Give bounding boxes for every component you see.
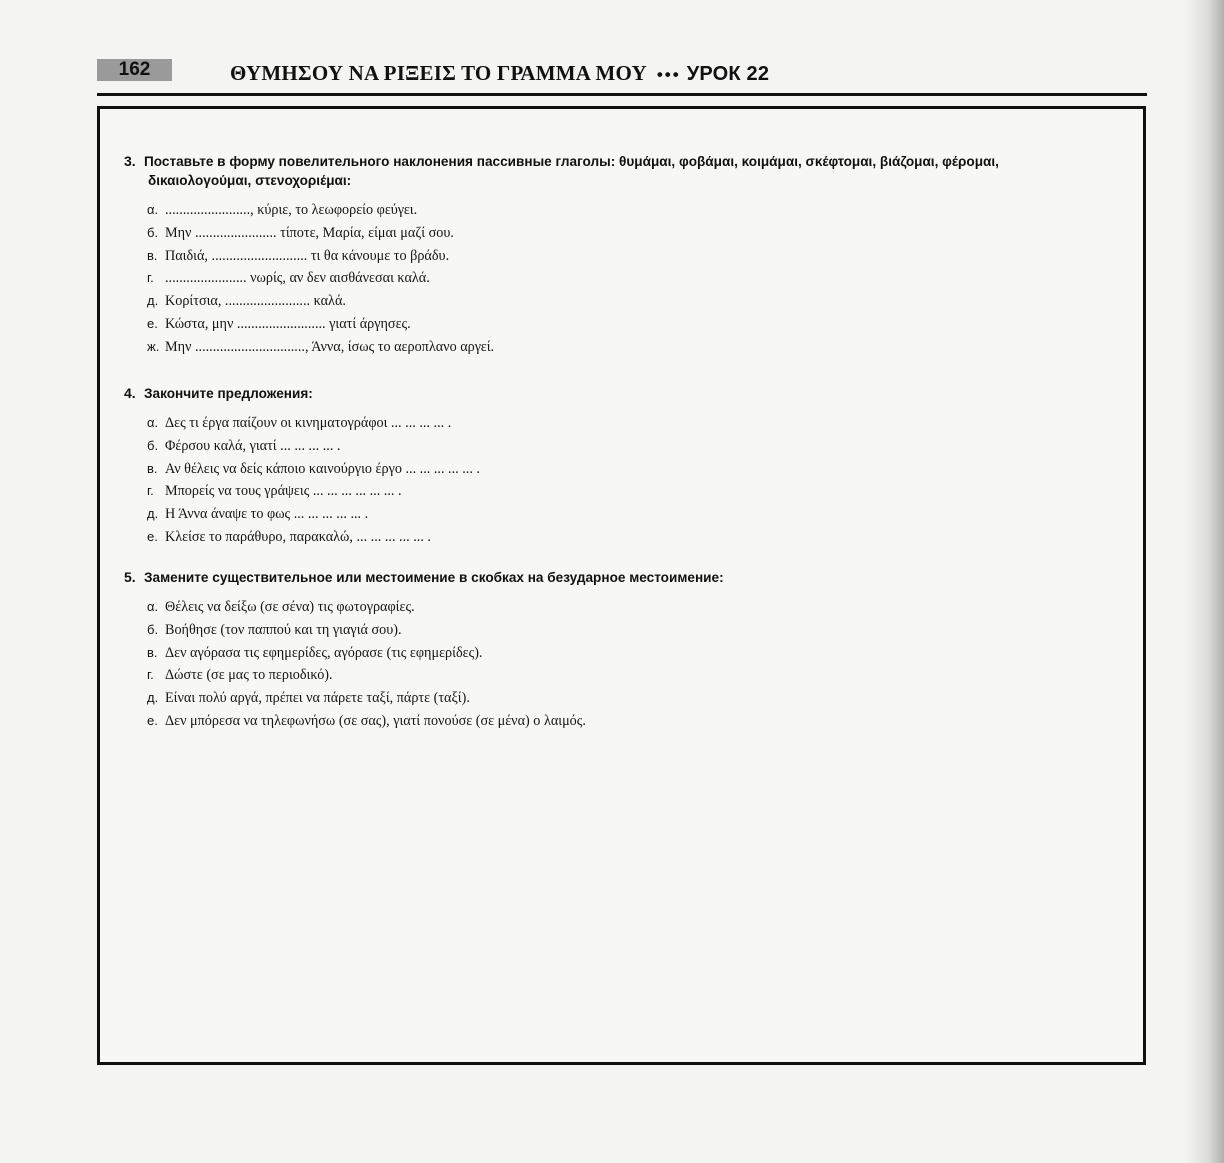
exercise-title	[124, 384, 480, 403]
item-marker: е.	[147, 528, 158, 544]
exercise-item	[147, 412, 480, 435]
header-dots: •••	[656, 65, 681, 84]
item-text: Κλείσε το παράθυρο, παρακαλώ, ... ... ... ... ... .	[165, 528, 431, 545]
exercise-3	[124, 152, 999, 359]
exercise-item	[147, 222, 999, 245]
exercise-item	[147, 619, 724, 642]
exercise-instruction-continued: δικαιολογούμαι, στενοχοριέμαι:	[148, 173, 352, 188]
item-marker: α.	[147, 415, 159, 430]
exercise-5	[124, 568, 724, 733]
item-text: Αν θέλεις να δείς κάποιο καινούργιο έργο ... ... ... ... ... .	[165, 460, 480, 477]
exercise-item	[147, 642, 724, 665]
exercise-instruction: Закончите предложения:	[144, 386, 313, 401]
item-text: Μπορείς να τους γράψεις ... ... ... ... ... ... .	[165, 483, 402, 500]
exercise-item	[147, 480, 480, 503]
item-marker: д.	[147, 293, 159, 309]
exercise-item	[147, 313, 999, 336]
item-text: Παιδιά, ........................... τι θα κάνουμε το βράδυ.	[165, 247, 450, 264]
item-marker: е.	[147, 712, 158, 728]
item-text: Δώστε (σε μας το περιοδικό).	[165, 667, 333, 684]
item-text: Βοήθησε (τον παππού και τη γιαγιά σου).	[165, 621, 402, 638]
exercise-item	[147, 503, 480, 526]
item-marker: г.	[147, 483, 154, 499]
item-text: Μην ..............................., Άννα, ίσως το αεροπλανο αργεί.	[165, 338, 495, 355]
exercise-items	[147, 596, 724, 733]
item-marker: д.	[147, 690, 159, 706]
exercise-number: 3.	[124, 153, 136, 169]
item-marker: е.	[147, 315, 158, 331]
exercise-number: 5.	[124, 569, 136, 585]
page-number: 162	[97, 59, 172, 81]
exercise-item	[147, 710, 724, 733]
exercise-item	[147, 435, 480, 458]
exercise-title	[124, 152, 999, 190]
item-text: Κώστα, μην ......................... γιατί άργησες.	[165, 315, 411, 332]
item-text: ........................, κύριε, το λεωφορείο φεύγει.	[165, 202, 418, 218]
item-marker: б.	[147, 621, 159, 637]
item-marker: г.	[147, 667, 154, 683]
item-text: Δεν μπόρεσα να τηλεφωνήσω (σε σας), γιατί πονούσε (σε μένα) ο λαιμός.	[165, 712, 586, 729]
exercise-item	[147, 596, 724, 619]
item-text: Είναι πολύ αργά, πρέπει να πάρετε ταξί, πάρτε (ταξί).	[165, 690, 470, 707]
item-marker: б.	[147, 224, 159, 240]
exercise-items	[147, 412, 480, 549]
running-header	[230, 61, 769, 89]
item-marker: ж.	[147, 338, 160, 354]
header-title: ΘΥΜΗΣΟΥ ΝΑ ΡΙΞΕΙΣ ΤΟ ΓΡΑΜΜΑ ΜΟΥ	[230, 61, 647, 85]
item-text: Δες τι έργα παίζουν οι κινηματογράφοι ... ... ... ... .	[165, 415, 452, 431]
page-gutter-shadow	[1186, 0, 1224, 1163]
item-text: Κορίτσια, ........................ καλά.	[165, 293, 346, 310]
item-text: ....................... νωρίς, αν δεν αισθάνεσαι καλά.	[165, 270, 430, 287]
exercise-item	[147, 290, 999, 313]
item-marker: г.	[147, 270, 154, 286]
item-text: Φέρσου καλά, γιατί ... ... ... ... .	[165, 437, 341, 454]
exercise-item	[147, 245, 999, 268]
item-text: Η Άννα άναψε το φως ... ... ... ... ... .	[165, 506, 369, 523]
exercise-item	[147, 458, 480, 481]
item-text: Θέλεις να δείξω (σε σένα) τις φωτογραφίες.	[165, 599, 415, 615]
item-marker: б.	[147, 437, 159, 453]
exercise-number: 4.	[124, 385, 136, 401]
header-rule	[97, 93, 1147, 96]
exercise-item	[147, 526, 480, 549]
item-marker: в.	[147, 644, 158, 660]
exercise-title	[124, 568, 724, 587]
exercise-item	[147, 267, 999, 290]
item-marker: α.	[147, 599, 159, 614]
exercise-instruction: Замените существительное или местоимение в скобках на безударное местоимение:	[144, 570, 724, 585]
item-marker: д.	[147, 506, 159, 522]
item-text: Μην ....................... τίποτε, Μαρία, είμαι μαζί σου.	[165, 224, 454, 241]
item-marker: α.	[147, 202, 159, 217]
item-text: Δεν αγόρασα τις εφημερίδες, αγόρασε (τις εφημερίδες).	[165, 644, 483, 661]
exercise-item	[147, 687, 724, 710]
exercise-item	[147, 664, 724, 687]
exercise-4	[124, 384, 480, 549]
item-marker: в.	[147, 247, 158, 263]
item-marker: в.	[147, 460, 158, 476]
exercise-items	[147, 199, 999, 359]
lesson-label: УРОК 22	[686, 63, 770, 85]
exercise-item	[147, 199, 999, 222]
exercise-box	[97, 106, 1146, 1065]
exercise-instruction: Поставьте в форму повелительного наклонения пассивные глаголы: θυμάμαι, φοβάμαι, κοιμάμαι, σκέφτομαι, βιάζομαι, φέρομαι,	[144, 154, 999, 169]
exercise-item	[147, 336, 999, 359]
